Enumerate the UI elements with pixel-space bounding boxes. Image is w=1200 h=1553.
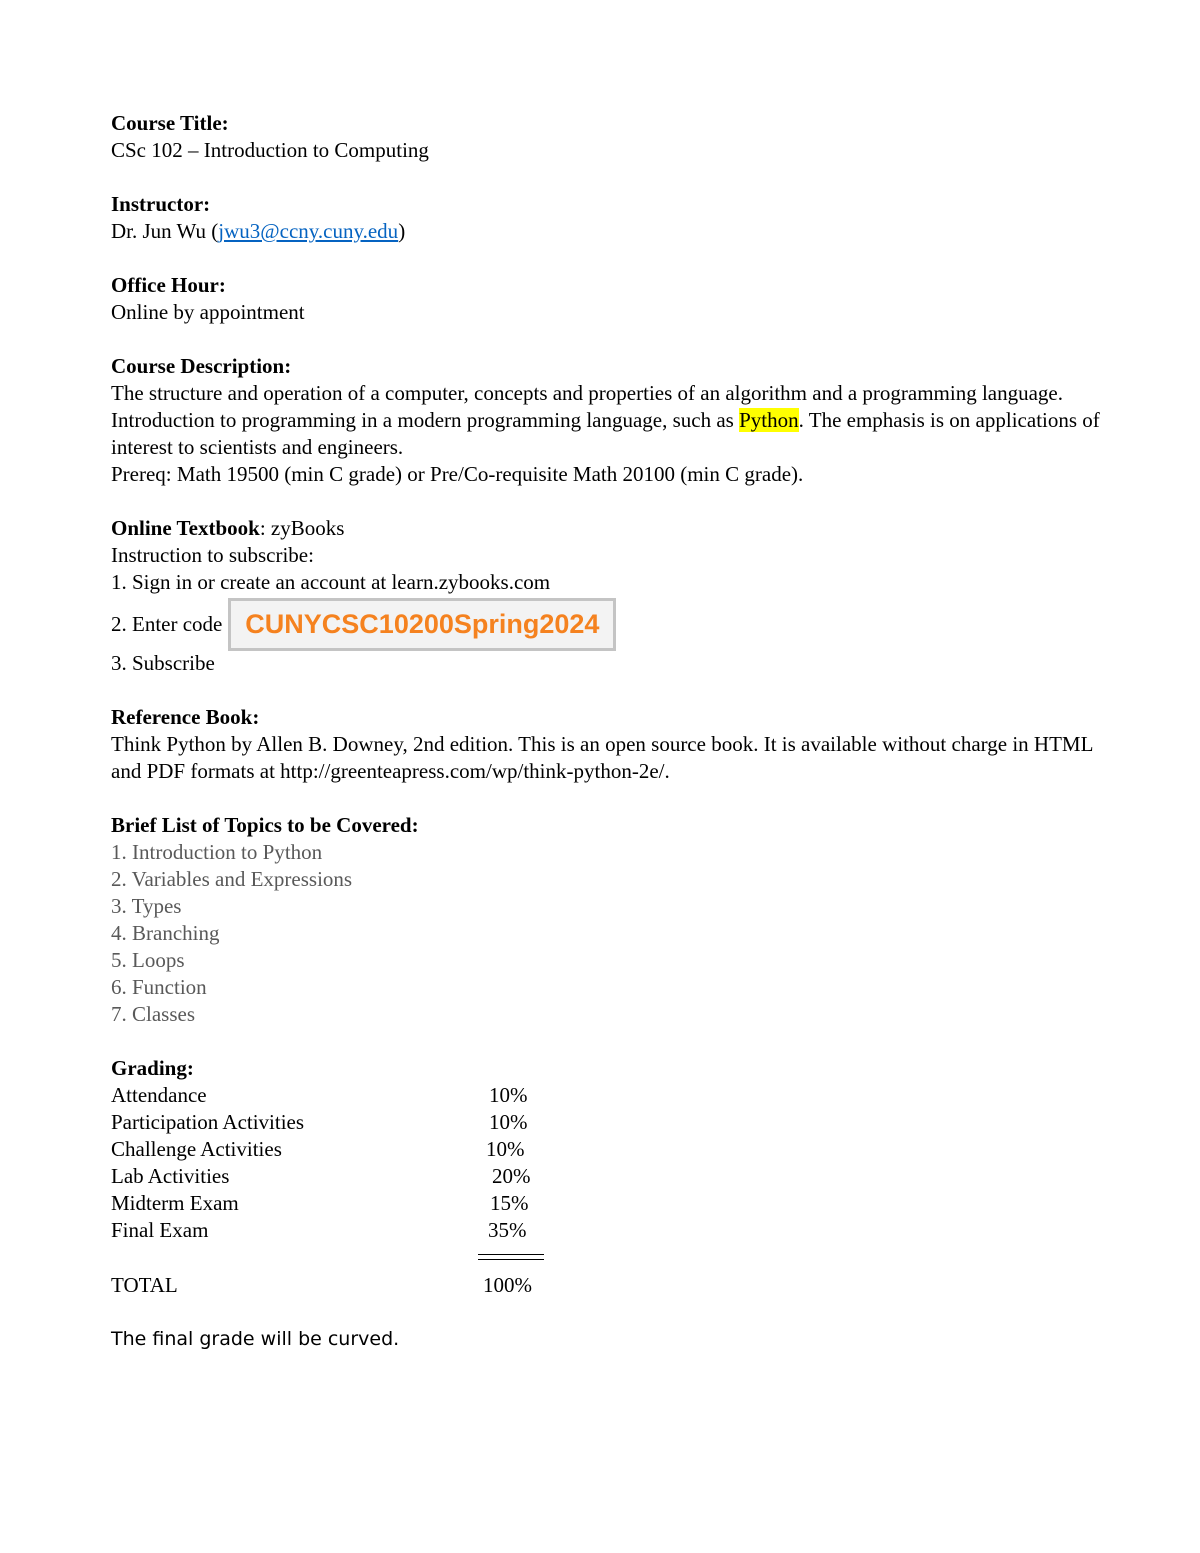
zybooks-code-box[interactable]: CUNYCSC10200Spring2024: [228, 598, 616, 651]
grading-row: [111, 1163, 1101, 1190]
list-item: 7. Classes: [111, 1002, 195, 1026]
instructor-email-link[interactable]: jwu3@ccny.cuny.edu: [218, 219, 399, 243]
grading-row: [111, 1082, 1101, 1109]
list-item: 5. Loops: [111, 948, 185, 972]
total-percent: 100%: [483, 1273, 532, 1297]
grading-label: Attendance: [111, 1083, 207, 1107]
grading-percent: 20%: [492, 1164, 531, 1188]
course-description-heading: Course Description:: [111, 354, 292, 378]
prereq-text: Prereq: Math 19500 (min C grade) or Pre/Co-requisite Math 20100 (min C grade).: [111, 462, 804, 486]
grading-row: [111, 1109, 1101, 1136]
total-double-rule: [478, 1254, 544, 1260]
grading-percent: 10%: [486, 1137, 525, 1161]
grading-label: Final Exam: [111, 1218, 209, 1242]
grading-percent: 15%: [490, 1191, 529, 1215]
instructor-line: [111, 218, 1101, 245]
subscribe-instruction: Instruction to subscribe:: [111, 543, 314, 567]
office-hour-heading: Office Hour:: [111, 273, 226, 297]
enter-code-row: [111, 594, 1101, 654]
course-title-value: CSc 102 – Introduction to Computing: [111, 138, 429, 162]
instructor-name-suffix: ): [398, 219, 406, 243]
list-item: 6. Function: [111, 975, 207, 999]
grading-label: Lab Activities: [111, 1164, 230, 1188]
topics-heading: Brief List of Topics to be Covered:: [111, 813, 419, 837]
list-item: 4. Branching: [111, 921, 220, 945]
office-hour-value: Online by appointment: [111, 300, 305, 324]
grading-row: [111, 1136, 1101, 1163]
reference-book-heading: Reference Book:: [111, 705, 260, 729]
grading-percent: 10%: [489, 1110, 528, 1134]
grading-label: Challenge Activities: [111, 1137, 282, 1161]
reference-book-text: Think Python by Allen B. Downey, 2nd edition. This is an open source book. It is available without charge in HTML and PDF formats at http://greenteapress.com/wp/think-python-2e/.: [111, 732, 1093, 783]
python-highlight: Python: [739, 408, 799, 432]
grading-label: Participation Activities: [111, 1110, 305, 1134]
online-textbook-value: : zyBooks: [259, 516, 345, 540]
grading-percent: 10%: [489, 1083, 528, 1107]
grading-label: Midterm Exam: [111, 1191, 239, 1215]
online-textbook-heading: Online Textbook: [111, 516, 260, 540]
instructor-heading: Instructor:: [111, 192, 211, 216]
list-item: 3. Types: [111, 894, 182, 918]
description-text-after: . The emphasis is on applications of interest to scientists and engineers.: [111, 408, 1100, 459]
grading-total-row: [111, 1272, 1101, 1299]
instructor-name: Dr. Jun Wu (: [111, 219, 219, 243]
grading-heading: Grading:: [111, 1056, 194, 1080]
grading-row: [111, 1190, 1101, 1217]
list-item: 2. Variables and Expressions: [111, 867, 353, 891]
subscribe-step-2: 2. Enter code: [111, 611, 223, 636]
subscribe-step-3: 3. Subscribe: [111, 651, 215, 675]
total-label: TOTAL: [111, 1273, 178, 1297]
course-description-text: [111, 380, 1101, 461]
grading-percent: 35%: [488, 1218, 527, 1242]
syllabus-page: [111, 110, 1101, 1353]
course-title-heading: Course Title:: [111, 111, 229, 135]
subscribe-step-1: 1. Sign in or create an account at learn.zybooks.com: [111, 570, 551, 594]
grading-note: The final grade will be curved.: [111, 1328, 400, 1350]
list-item: 1. Introduction to Python: [111, 840, 323, 864]
online-textbook-line: [111, 515, 1101, 542]
grading-row: [111, 1217, 1101, 1244]
description-text-before: The structure and operation of a computer, concepts and properties of an algorithm and a programming language. Introduction to programming in a modern programming language, such as: [111, 381, 1063, 432]
